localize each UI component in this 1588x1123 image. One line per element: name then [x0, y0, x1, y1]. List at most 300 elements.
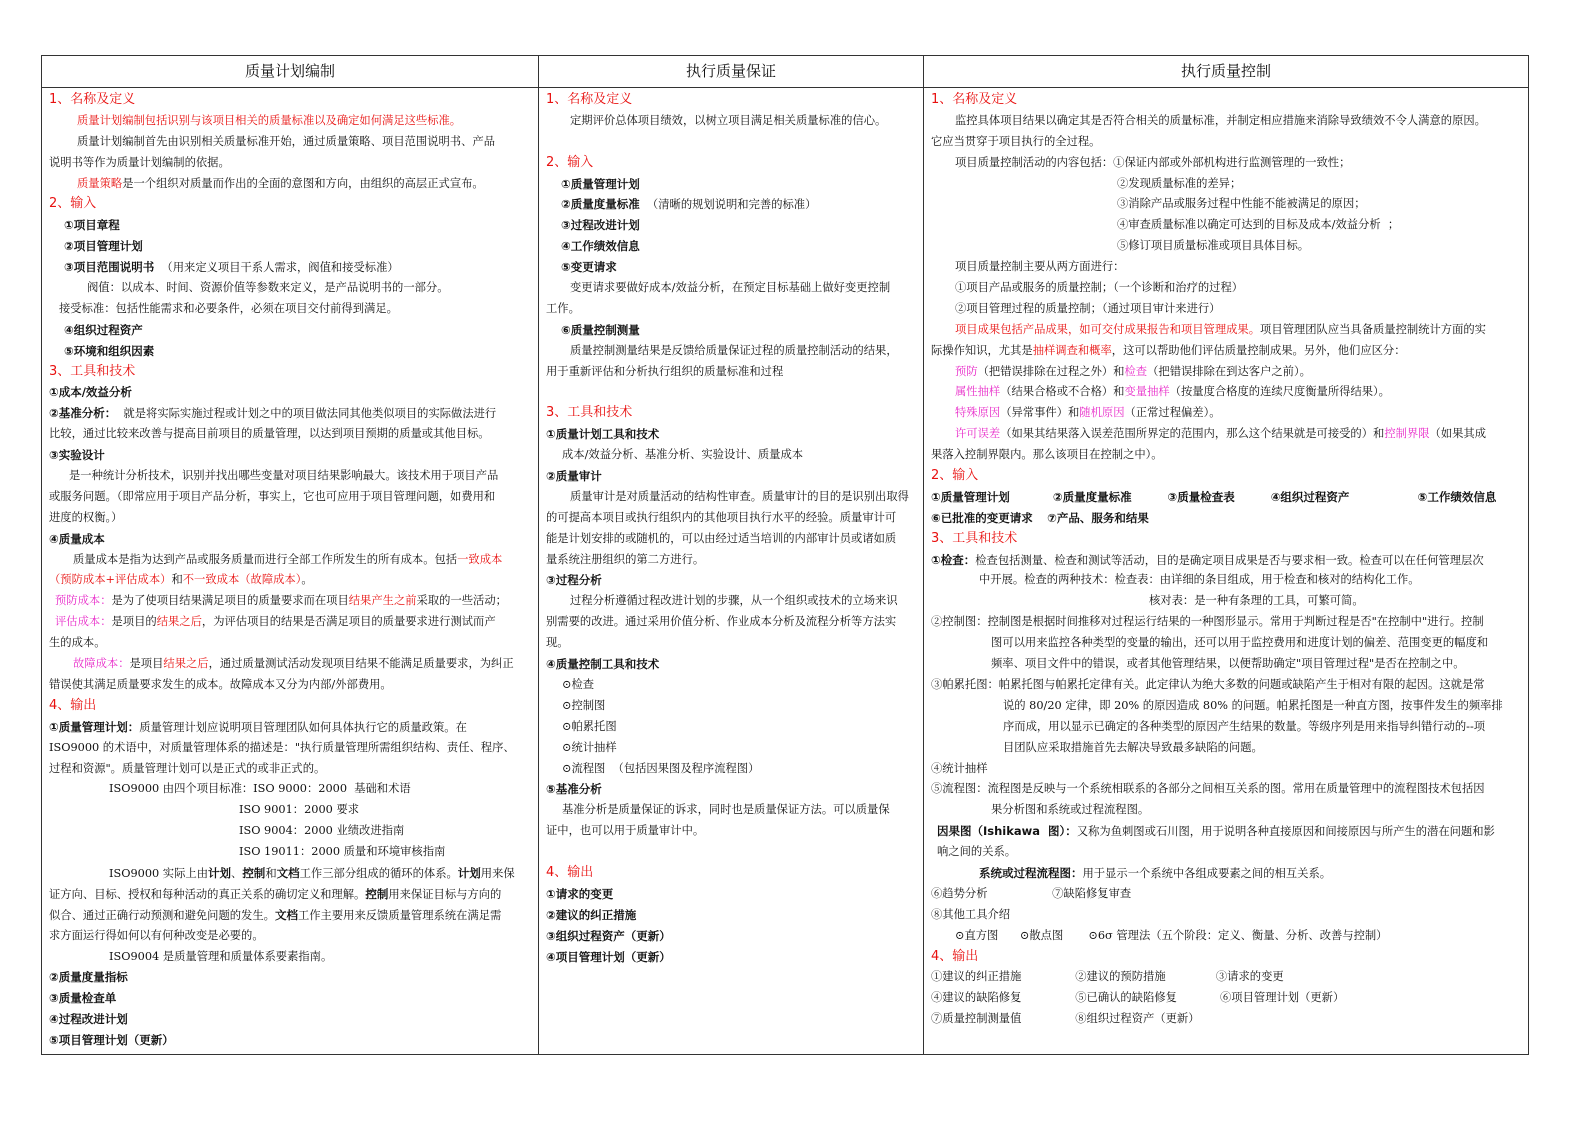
- text-line: [49, 926, 531, 947]
- bold-term: 计划: [208, 865, 231, 880]
- text-line: [546, 570, 916, 591]
- text-run: ⊙统计抽样: [562, 740, 617, 754]
- text-run: ISO9000 的术语中，对质量管理体系的描述是："执行质量管理所需组织结构、责任、程序、: [49, 740, 515, 754]
- text-run: 2、输入: [931, 468, 979, 484]
- column-body: [539, 88, 923, 967]
- text-line: [931, 424, 1521, 445]
- text-run: 用来保: [480, 866, 515, 880]
- text-run: 1、名称及定义: [931, 92, 1018, 107]
- bold-term: ①请求的变更: [546, 886, 614, 901]
- text-run: 是一个组织对质量而作出的全面的意图和方向，由组织的高层正式宣布。: [122, 176, 484, 190]
- text-line: [931, 362, 1521, 383]
- bold-term: ⑤变更请求: [561, 260, 617, 275]
- bold-term: ④质量成本: [49, 531, 105, 546]
- text-line: [49, 591, 531, 612]
- text-line: [931, 487, 1521, 508]
- text-run: ，为评估项目的结果是否满足项目的质量要求进行测试而产: [201, 615, 496, 629]
- text-line: [546, 341, 916, 362]
- text-line: [546, 529, 916, 550]
- text-run: 序而成，用以显示已确定的各种类型的原因产生结果的数量。等级序列是用来指导纠错行动的--项: [1003, 719, 1486, 733]
- highlighted-text: 结果之后: [156, 615, 202, 629]
- bold-term: ①成本/效益分析: [49, 385, 132, 400]
- bold-term: ④过程改进计划: [49, 1012, 128, 1027]
- text-run: 质量审计是对质量活动的结构性审查。质量审计的目的是识别出取得: [570, 489, 909, 503]
- text-line: [49, 215, 531, 236]
- highlighted-text: 评估成本：: [55, 615, 112, 629]
- section-heading: [931, 466, 1521, 487]
- bold-term: ④项目管理计划（更新）: [546, 949, 671, 964]
- bold-term: ①质量计划工具和技术: [546, 427, 660, 442]
- text-line: [546, 926, 916, 947]
- text-run: ⊙控制图: [562, 698, 606, 712]
- bold-term: ②基准分析：: [49, 406, 117, 421]
- column-header: 质量计划编制: [42, 56, 538, 88]
- text-run: ③消除产品或服务过程中性能不能被满足的原因；: [1117, 197, 1366, 211]
- text-run: [1235, 491, 1271, 504]
- bold-term: ②质量度量指标: [49, 970, 128, 985]
- bold-term: ⑤项目管理计划（更新）: [49, 1033, 174, 1048]
- text-line: [931, 403, 1521, 424]
- text-run: （按量度合格度的连续尺度衡量所得结果）。: [1169, 385, 1390, 399]
- bold-term: ⑤工作绩效信息: [1417, 489, 1497, 504]
- text-run: 比较，通过比较来改善与提高目前项目的质量管理，以达到项目预期的质量或其他目标。: [49, 427, 490, 441]
- text-line: [931, 570, 1521, 591]
- text-run: 是项目: [129, 657, 164, 671]
- text-line: [49, 1009, 531, 1030]
- text-line: [49, 487, 531, 508]
- text-line: [49, 570, 531, 591]
- text-line: [546, 779, 916, 800]
- column-quality-control: [924, 56, 1528, 1054]
- text-run: 是项目的: [111, 615, 157, 629]
- text-line: [546, 320, 916, 341]
- highlighted-text: 质量策略: [77, 176, 123, 190]
- text-run: 说明书等作为质量计划编制的依据。: [49, 155, 230, 169]
- column-body: [42, 88, 538, 1051]
- text-run: ③帕累托图：帕累托图与帕累托定律有关。此定律认为绝大多数的问题或缺陷产生于相对有限的起因。这就是常: [931, 677, 1485, 691]
- highlighted-text: 预防成本：: [55, 594, 112, 608]
- text-run: ⊙帕累托图: [562, 719, 617, 733]
- text-line: [546, 466, 916, 487]
- section-heading: [546, 863, 916, 884]
- highlighted-text: 属性抽样: [955, 385, 1001, 399]
- text-run: 基准分析是质量保证的诉求，同时也是质量保证方法。可以质量保: [562, 803, 890, 817]
- text-run: 质量计划编制首先由识别相关质量标准开始，通过质量策略、项目范围说明书、产品: [77, 134, 495, 148]
- text-run: 项目管理团队应当具备质量控制统计方面的实: [1260, 322, 1486, 336]
- text-line: [49, 257, 531, 278]
- bold-term: ③质量检查单: [49, 991, 117, 1006]
- blank-line: [546, 382, 916, 403]
- text-line: [49, 278, 531, 299]
- text-run: （异常事件）和: [1000, 406, 1080, 420]
- text-run: [1349, 491, 1417, 504]
- text-run: 3、工具和技术: [49, 363, 136, 379]
- text-run: 阀值：以成本、时间、资源价值等参数来定义，是产品说明书的一部分。: [87, 281, 449, 295]
- text-line: [546, 257, 916, 278]
- text-run: [1132, 491, 1168, 504]
- text-line: [931, 194, 1521, 215]
- bold-term: ①质量管理计划: [561, 176, 640, 191]
- highlighted-text: 随机原因: [1079, 406, 1125, 420]
- text-run: ISO 9001：2000 要求: [239, 803, 360, 817]
- text-run: 似合、通过正确行动预测和避免问题的发生。: [49, 908, 275, 922]
- text-line: [546, 299, 916, 320]
- text-line: [546, 884, 916, 905]
- text-run: ISO 19011：2000 质量和环境审核指南: [239, 845, 446, 859]
- text-line: [931, 508, 1521, 529]
- text-line: [546, 905, 916, 926]
- bold-term: ①质量管理计划：: [49, 719, 140, 734]
- text-line: [931, 174, 1521, 195]
- text-run: 成本/效益分析、基准分析、实验设计、质量成本: [562, 448, 804, 462]
- text-run: ⊙直方图 ⊙散点图 ⊙6σ 管理法（五个阶段：定义、衡量、分析、改善与控制）: [955, 928, 1388, 942]
- text-line: [49, 821, 531, 842]
- text-line: [931, 111, 1521, 132]
- text-run: 过程分析遵循过程改进计划的步骤，从一个组织或技术的立场来识: [570, 594, 898, 608]
- text-line: [49, 967, 531, 988]
- text-line: [546, 445, 916, 466]
- text-run: 图可以用来监控各种类型的变量的输出，还可以用于监控费用和进度计划的偏差、范围变更的幅度和: [991, 636, 1489, 650]
- text-line: [546, 278, 916, 299]
- text-run: 求方面运行得如何以有何种改变是必要的。: [49, 928, 264, 942]
- text-line: [931, 132, 1521, 153]
- text-run: ⑧其他工具介绍: [931, 907, 1011, 921]
- text-run: 证中，也可以用于质量审计中。: [546, 824, 705, 838]
- section-heading: [49, 362, 531, 383]
- text-line: [546, 550, 916, 571]
- text-line: [931, 341, 1521, 362]
- section-heading: [931, 90, 1521, 111]
- text-line: [931, 445, 1521, 466]
- text-line: [931, 1009, 1521, 1030]
- text-line: [931, 633, 1521, 654]
- text-line: [546, 487, 916, 508]
- text-run: 工作。: [546, 301, 580, 315]
- text-run: 检查包括测量、检查和测试等活动，目的是确定项目成果是否与要求相一致。检查可以在任何管理层次: [975, 553, 1484, 567]
- highlighted-text: 抽样调查和概率: [1032, 343, 1112, 357]
- text-line: [931, 299, 1521, 320]
- text-run: 质量管理计划应说明项目管理团队如何具体执行它的质量政策。在: [139, 720, 467, 734]
- text-run: 用于显示一个系统中各组成要素之间的相互关系。: [1082, 866, 1332, 880]
- section-heading: [546, 90, 916, 111]
- text-run: 用来保证目标与方向的: [388, 887, 502, 901]
- text-line: [931, 863, 1521, 884]
- text-run: 又称为鱼刺图或石川图，用于说明各种直接原因和间接原因与所产生的潜在问题和影: [1076, 825, 1495, 839]
- bold-term: 控制: [365, 886, 389, 901]
- text-line: [546, 111, 916, 132]
- text-line: [931, 654, 1521, 675]
- text-line: [931, 884, 1521, 905]
- text-line: [546, 947, 916, 968]
- text-run: 是一种统计分析技术，识别并找出哪些变量对项目结果影响最大。该技术用于项目产品: [69, 469, 499, 483]
- section-heading: [931, 529, 1521, 550]
- text-run: 量系统注册组织的第二方进行。: [546, 552, 705, 566]
- bold-term: ③过程分析: [546, 573, 602, 588]
- text-run: 质量控制测量结果是反馈给质量保证过程的质量控制活动的结果，: [570, 343, 898, 357]
- text-line: [546, 174, 916, 195]
- text-line: [49, 759, 531, 780]
- bold-term: ③组织过程资产（更新）: [546, 928, 671, 943]
- text-line: [49, 779, 531, 800]
- text-line: [931, 738, 1521, 759]
- text-line: [931, 675, 1521, 696]
- text-run: 4、输出: [49, 697, 97, 713]
- text-run: 目团队应采取措施首先去解决导致最多缺陷的问题。: [1003, 740, 1263, 754]
- text-line: [931, 779, 1521, 800]
- text-run: 别需要的改进。通过采用价值分析、作业成本分析及流程分析等方法实: [546, 615, 897, 629]
- highlighted-text: 检查: [1124, 364, 1148, 378]
- text-line: [49, 174, 531, 195]
- text-run: 1、名称及定义: [546, 92, 633, 107]
- text-run: ⊙流程图 （包括因果图及程序流程图）: [562, 761, 760, 775]
- text-line: [931, 717, 1521, 738]
- text-line: [49, 382, 531, 403]
- bold-term: ⑦产品、服务和结果: [1047, 510, 1149, 525]
- highlighted-text: 结果之后: [163, 657, 209, 671]
- text-line: [931, 967, 1521, 988]
- text-line: [546, 759, 916, 780]
- text-line: [931, 215, 1521, 236]
- section-heading: [546, 153, 916, 174]
- highlighted-text: 预防: [955, 364, 978, 378]
- text-run: （把错误排除在到达客户之前）。: [1147, 364, 1311, 378]
- text-line: [49, 132, 531, 153]
- text-line: [49, 633, 531, 654]
- text-run: ，通过质量测试活动发现项目结果不能满足质量要求，为纠正: [208, 657, 514, 671]
- text-run: ④审查质量标准以确定可达到的目标及成本/效益分析 ；: [1117, 218, 1400, 232]
- text-line: [546, 612, 916, 633]
- bold-term: ②质量审计: [546, 469, 602, 484]
- text-line: [931, 842, 1521, 863]
- text-run: 2、输入: [546, 154, 594, 170]
- bold-term: ③过程改进计划: [561, 218, 640, 233]
- bold-term: 系统或过程流程图：: [979, 865, 1083, 880]
- bold-term: 文档: [276, 865, 300, 880]
- text-run: [1010, 491, 1053, 504]
- text-line: [546, 633, 916, 654]
- text-run: ⊙检查: [562, 677, 595, 691]
- text-line: [49, 863, 531, 884]
- text-run: 果分析图和系统或过程流程图。: [991, 803, 1150, 817]
- text-run: ②控制图：控制图是根据时间推移对过程运行结果的一种图形显示。常用于判断过程是否"在控制中"进行。控制: [931, 615, 1484, 629]
- text-run: 。: [301, 573, 313, 587]
- text-run: 证方向、目标、授权和每种活动的真正关系的确切定义和理解。: [49, 887, 366, 901]
- highlighted-text: 故障成本：: [73, 657, 130, 671]
- highlighted-text: 不一致成本（故障成本）: [182, 573, 302, 587]
- text-run: （如果其成: [1429, 427, 1487, 441]
- text-line: [49, 466, 531, 487]
- text-run: ⑤修订项目质量标准或项目具体目标。: [1117, 239, 1310, 253]
- text-line: [931, 153, 1521, 174]
- text-line: [49, 800, 531, 821]
- text-run: 进度的权衡。）: [49, 510, 123, 524]
- highlighted-text: 控制界限: [1384, 427, 1430, 441]
- text-run: ⑥趋势分析 ⑦缺陷修复审查: [931, 886, 1132, 900]
- column-header: 执行质量控制: [924, 56, 1528, 88]
- bold-term: 因果图（Ishikawa 图）：: [937, 824, 1077, 839]
- bold-term: ②质量度量标准: [561, 197, 640, 212]
- text-run: ④建议的缺陷修复 ⑤已确认的缺陷修复 ⑥项目管理计划（更新）: [931, 991, 1345, 1005]
- text-line: [546, 194, 916, 215]
- text-line: [546, 717, 916, 738]
- text-line: [546, 738, 916, 759]
- text-line: [546, 362, 916, 383]
- text-line: [49, 111, 531, 132]
- bold-term: ⑥质量控制测量: [561, 322, 640, 337]
- text-line: [49, 341, 531, 362]
- text-line: [49, 717, 531, 738]
- text-run: 工作三部分组成的循环的体系。: [299, 866, 458, 880]
- text-run: 项目质量控制主要从两方面进行：: [955, 260, 1125, 274]
- text-run: ⑦质量控制测量值 ⑧组织过程资产（更新）: [931, 1012, 1200, 1026]
- text-line: [546, 236, 916, 257]
- quality-management-table: [41, 55, 1529, 1055]
- bold-term: ③项目范围说明书: [64, 260, 155, 275]
- text-line: [546, 424, 916, 445]
- bold-term: ⑤环境和组织因素: [64, 343, 155, 358]
- text-run: 响之间的关系。: [937, 845, 1017, 859]
- text-run: 核对表：是一种有条理的工具，可繁可简。: [1149, 594, 1364, 608]
- text-run: ISO9004 是质量管理和质量体系要素指南。: [109, 949, 333, 963]
- text-line: [931, 382, 1521, 403]
- text-run: 采取的一些活动；: [416, 594, 507, 608]
- text-line: [931, 759, 1521, 780]
- text-line: [931, 926, 1521, 947]
- highlighted-text: 一致成本: [457, 552, 503, 566]
- text-run: 频率、项目文件中的错误，或者其他管理结果，以便帮助确定"项目管理过程"是否在控制之中。: [991, 657, 1465, 671]
- column-quality-assurance: [539, 56, 924, 1054]
- text-run: （把错误排除在过程之外）和: [977, 364, 1125, 378]
- text-run: 和: [171, 573, 183, 587]
- text-line: [49, 445, 531, 466]
- text-run: （用来定义项目干系人需求，阀值和接受标准）: [154, 261, 399, 275]
- text-line: [49, 320, 531, 341]
- text-run: ④统计抽样: [931, 761, 988, 775]
- text-line: [49, 842, 531, 863]
- section-heading: [49, 90, 531, 111]
- text-line: [49, 905, 531, 926]
- text-run: （如果其结果落入误差范围所界定的范围内，那么这个结果就是可接受的）和: [1000, 427, 1385, 441]
- text-run: 和: [265, 866, 277, 880]
- bold-term: ③质量检查表: [1167, 489, 1235, 504]
- text-line: [49, 508, 531, 529]
- text-line: [546, 675, 916, 696]
- column-quality-planning: [42, 56, 539, 1054]
- column-body: [924, 88, 1528, 1030]
- text-line: [931, 320, 1521, 341]
- bold-term: ④组织过程资产: [1270, 489, 1350, 504]
- text-run: （结果合格或不合格）和: [1000, 385, 1125, 399]
- text-line: [546, 821, 916, 842]
- bold-term: ②建议的纠正措施: [546, 907, 637, 922]
- bold-term: ④工作绩效信息: [561, 239, 640, 254]
- text-line: [931, 821, 1521, 842]
- text-line: [931, 905, 1521, 926]
- highlighted-text: 质量计划编制包括识别与该项目相关的质量标准以及确定如何满足这些标准。: [77, 113, 462, 127]
- text-line: [931, 278, 1521, 299]
- text-line: [546, 508, 916, 529]
- text-run: 4、输出: [546, 864, 594, 880]
- bold-term: ②质量度量标准: [1052, 489, 1132, 504]
- text-line: [931, 591, 1521, 612]
- text-line: [49, 1030, 531, 1051]
- text-run: [1033, 512, 1047, 525]
- text-line: [931, 612, 1521, 633]
- bold-term: ④质量控制工具和技术: [546, 657, 660, 672]
- highlighted-text: 特殊原因: [955, 406, 1001, 420]
- text-run: 是为了使项目结果满足项目的质量要求而在项目: [111, 594, 349, 608]
- text-line: [49, 988, 531, 1009]
- text-line: [49, 424, 531, 445]
- text-run: 的可提高本项目或执行组织内的其他项目执行水平的经验。质量审计可: [546, 510, 897, 524]
- highlighted-text: 许可误差: [955, 427, 1001, 441]
- text-line: [546, 800, 916, 821]
- bold-term: 控制: [242, 865, 266, 880]
- text-run: 2、输入: [49, 196, 97, 212]
- blank-line: [546, 132, 916, 153]
- text-run: ISO9000 实际上由: [109, 866, 208, 880]
- text-run: 错误使其满足质量要求发生的成本。故障成本又分为内部/外部费用。: [49, 677, 392, 691]
- text-run: 或服务问题。（即常应用于项目产品分析，事实上，它也可应用于项目管理问题，如费用和: [49, 489, 496, 503]
- text-line: [49, 153, 531, 174]
- bold-term: ⑤基准分析: [546, 782, 602, 797]
- text-line: [49, 947, 531, 968]
- highlighted-text: （预防成本+评估成本）: [49, 573, 172, 587]
- text-run: ①建议的纠正措施 ②建议的预防措施 ③请求的变更: [931, 970, 1284, 984]
- text-line: [49, 236, 531, 257]
- text-line: [49, 738, 531, 759]
- text-line: [931, 988, 1521, 1009]
- text-run: 3、工具和技术: [931, 530, 1018, 546]
- text-run: ，这可以帮助他们评估质量控制成果。另外，他们应区分：: [1111, 343, 1406, 357]
- text-run: 项目质量控制活动的内容包括：①保证内部或外部机构进行监测管理的一致性；: [955, 155, 1351, 169]
- text-line: [546, 215, 916, 236]
- text-line: [931, 800, 1521, 821]
- text-run: 能是计划安排的或随机的，可以由经过适当培训的内部审计员或诸如质: [546, 531, 897, 545]
- text-run: 接受标准：包括性能需求和必要条件，必须在项目交付前得到满足。: [59, 301, 398, 315]
- section-heading: [546, 403, 916, 424]
- text-run: 现。: [546, 636, 569, 650]
- bold-term: 文档: [274, 907, 298, 922]
- text-line: [931, 696, 1521, 717]
- column-header: 执行质量保证: [539, 56, 923, 88]
- text-run: 监控具体项目结果以确定其是否符合相关的质量标准，并制定相应措施来消除导致绩效不令人满意的原因。: [955, 113, 1486, 127]
- text-line: [49, 550, 531, 571]
- text-run: 中开展。检查的两种技术：检查表：由详细的条目组成，用于检查和核对的结构化工作。: [979, 573, 1420, 587]
- text-run: ⑤流程图：流程图是反映与一个系统相联系的各部分之间相互关系的图。常用在质量管理中的流程图技术包括因: [931, 782, 1485, 796]
- bold-term: 计划: [457, 865, 481, 880]
- bold-term: ⑥已批准的变更请求: [931, 510, 1033, 525]
- text-run: 、: [231, 866, 243, 880]
- text-line: [49, 675, 531, 696]
- text-run: 就是将实际实施过程或计划之中的项目做法同其他类似项目的实际做法进行: [116, 407, 497, 421]
- text-run: （正常过程偏差）。: [1124, 406, 1221, 420]
- highlighted-text: 变量抽样: [1124, 385, 1170, 399]
- text-line: [931, 550, 1521, 571]
- text-run: 用于重新评估和分析执行组织的质量标准和过程: [546, 364, 784, 378]
- section-heading: [931, 947, 1521, 968]
- text-run: 说的 80/20 定律，即 20% 的原因造成 80% 的问题。帕累托图是一种直方图，按事件发生的频率排: [1003, 698, 1503, 712]
- text-line: [49, 884, 531, 905]
- text-run: 果落入控制界限内。那么该项目在控制之中）。: [931, 448, 1163, 462]
- text-line: [49, 403, 531, 424]
- bold-term: ①项目章程: [64, 218, 120, 233]
- section-heading: [49, 696, 531, 717]
- section-heading: [49, 194, 531, 215]
- text-line: [546, 654, 916, 675]
- text-run: 变更请求要做好成本/效益分析，在预定目标基础上做好变更控制: [570, 281, 891, 295]
- highlighted-text: 结果产生之前: [348, 594, 417, 608]
